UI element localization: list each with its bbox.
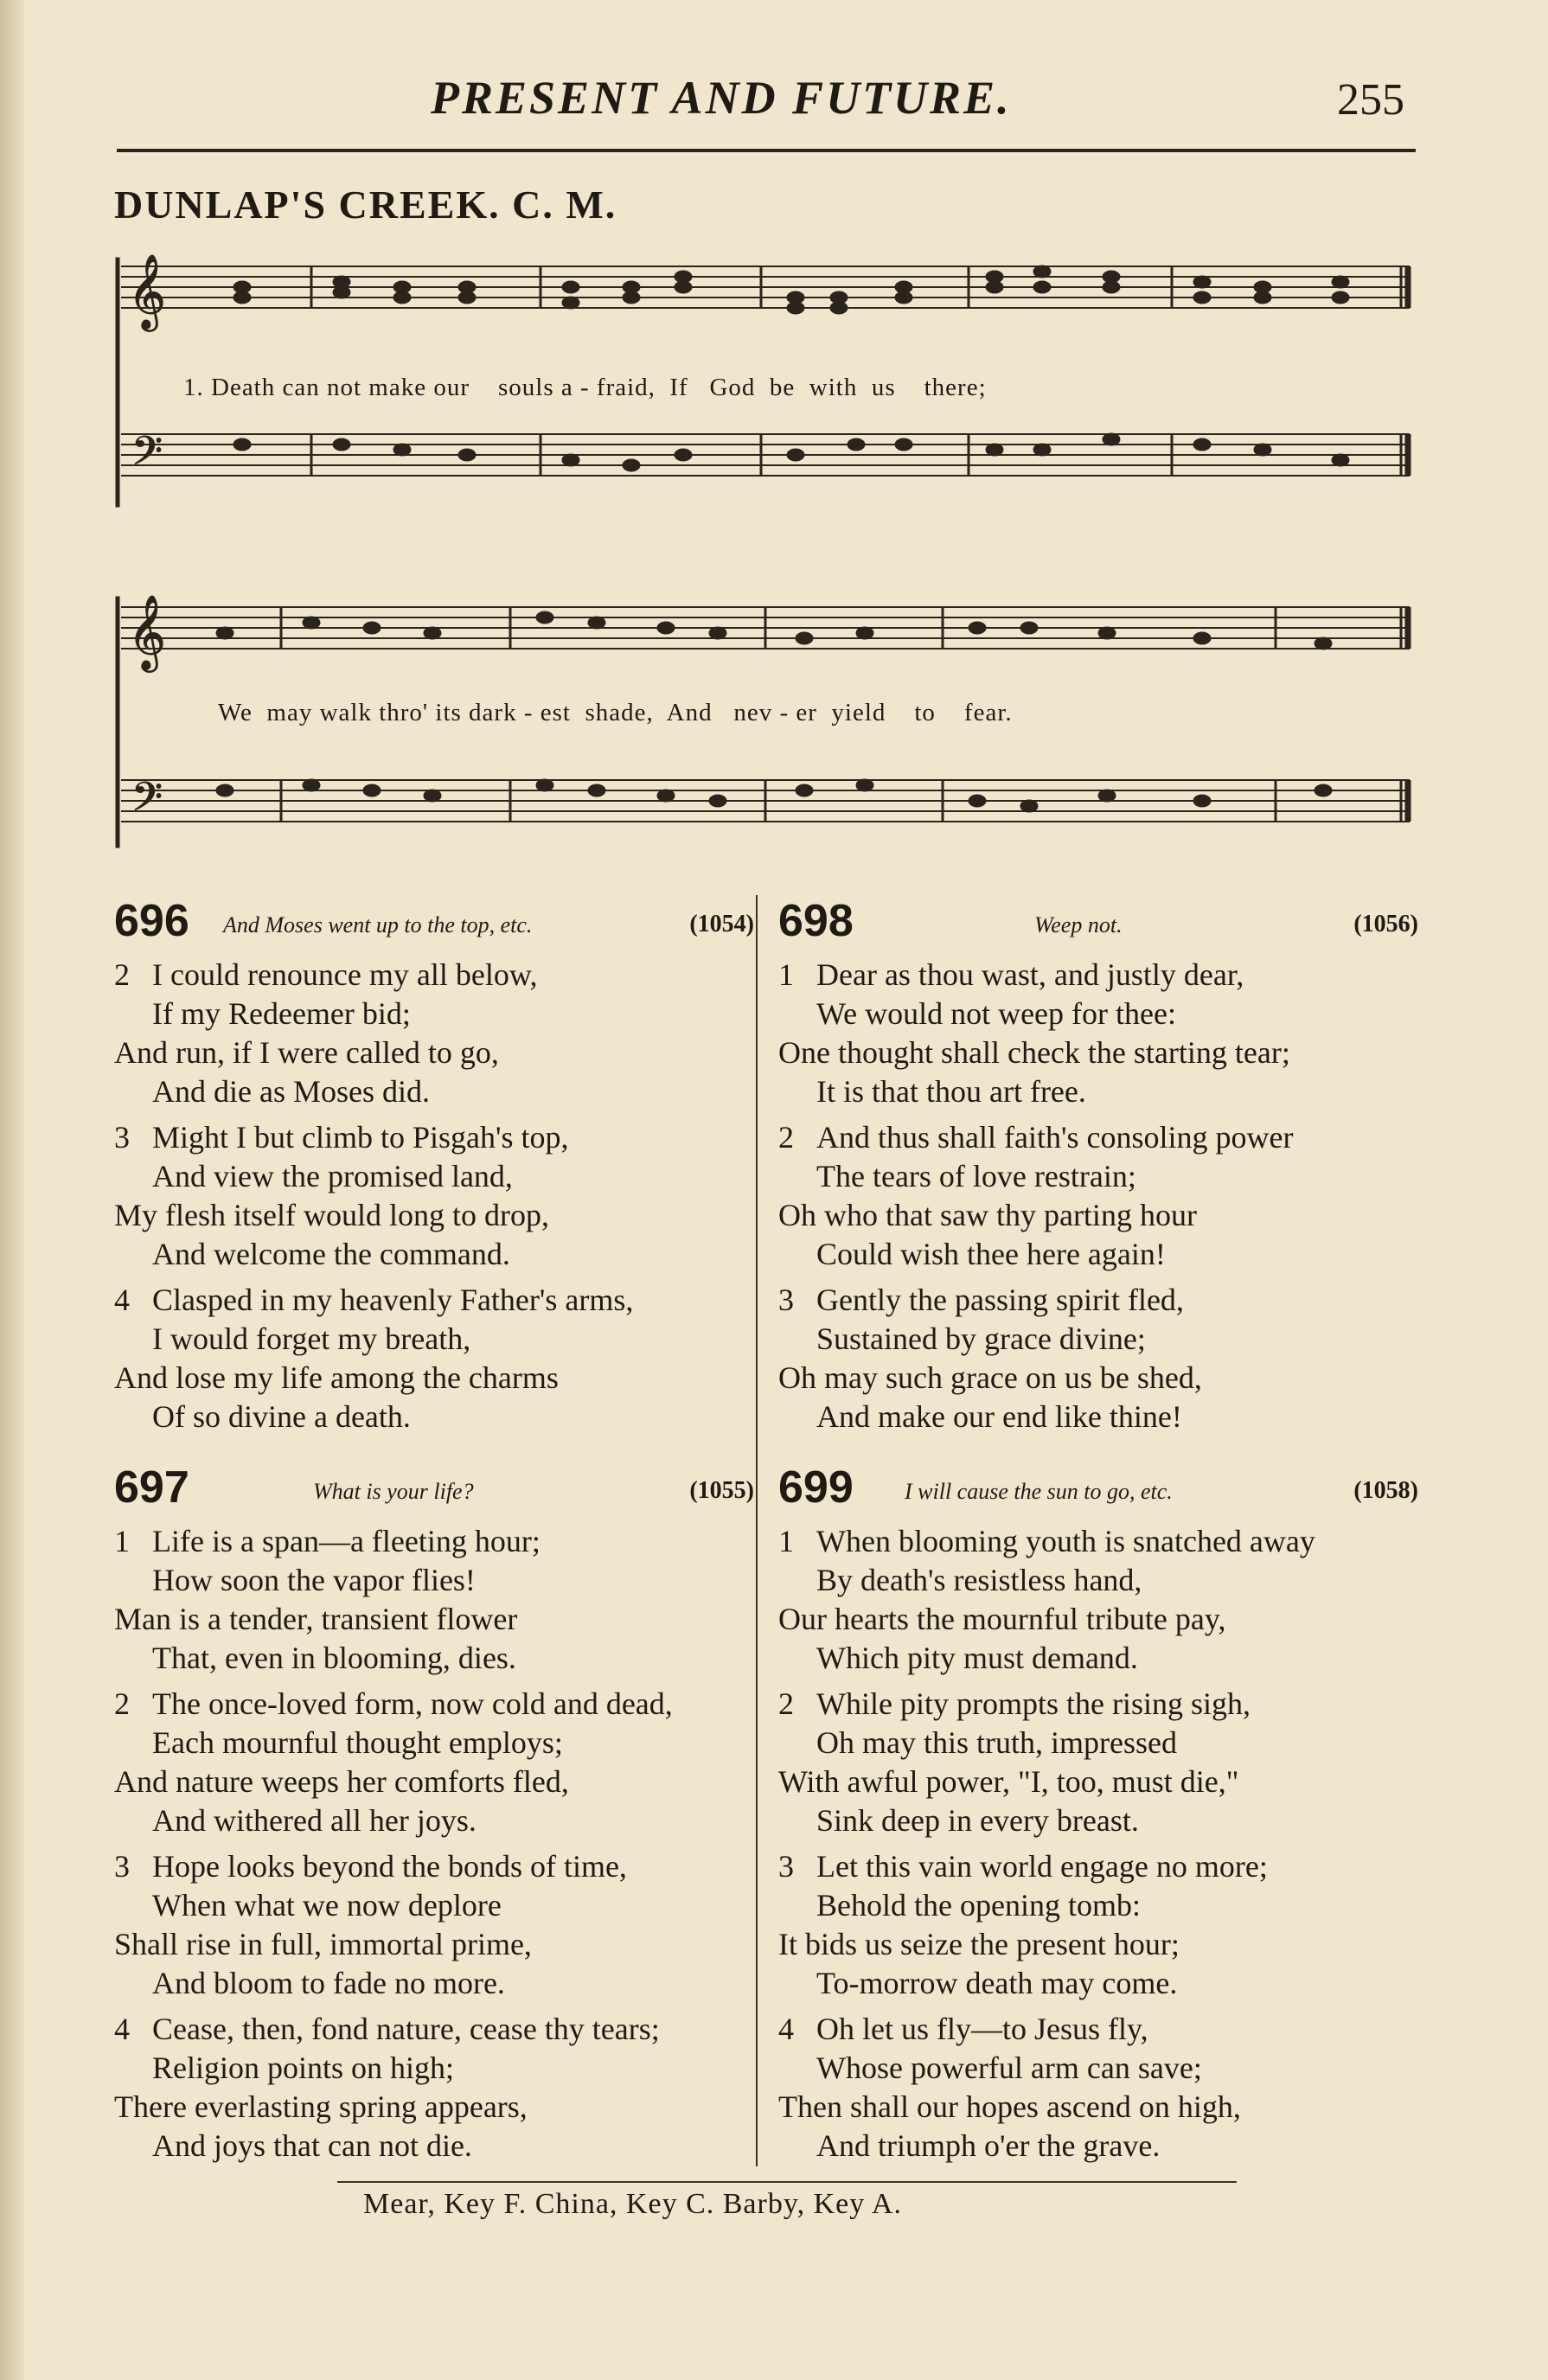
verse-line: And joys that can not die.	[152, 2128, 472, 2163]
verse-line: To-morrow death may come.	[816, 1966, 1178, 2000]
stanza-number: 4	[114, 1283, 130, 1317]
verse-line: Then shall our hopes ascend on high,	[778, 2089, 1241, 2124]
stanza-number: 1	[114, 1524, 130, 1558]
bar-lines	[281, 266, 1408, 822]
verse-line: And run, if I were called to go,	[114, 1035, 499, 1070]
verse-line: When blooming youth is snatched away	[816, 1524, 1315, 1558]
verse-line: Our hearts the mournful tribute pay,	[778, 1602, 1226, 1636]
lyrics-line-1: 1. Death can not make our souls a - fraid, If God be with us there;	[183, 374, 987, 401]
stanza-number: 2	[114, 1686, 130, 1721]
verse-line: If my Redeemer bid;	[152, 996, 411, 1031]
hymn-number: 698	[778, 896, 854, 946]
verse-line: When what we now deplore	[152, 1888, 502, 1923]
verse-line: Hope looks beyond the bonds of time,	[152, 1849, 627, 1884]
stanza	[778, 2010, 1418, 2166]
staff-1-2	[121, 434, 1410, 476]
verse-line: We would not weep for thee:	[816, 996, 1176, 1031]
stanza	[114, 956, 754, 1111]
stanza	[778, 1685, 1418, 1840]
verse-line: I would forget my breath,	[152, 1321, 471, 1356]
verse-line: My flesh itself would long to drop,	[114, 1198, 549, 1232]
binding-edge	[0, 0, 24, 2380]
verse-line: Might I but climb to Pisgah's top,	[152, 1120, 569, 1155]
hymn-696	[114, 895, 754, 1436]
hymn-description: Weep not.	[1034, 912, 1123, 937]
stanza	[114, 1522, 754, 1678]
hymn-reference: (1056)	[1353, 911, 1418, 937]
stanza-number: 1	[778, 957, 794, 992]
verse-line: I could renounce my all below,	[152, 957, 538, 992]
notes-2-2	[216, 779, 1332, 812]
verse-line: And thus shall faith's consoling power	[816, 1120, 1294, 1155]
stanza-number: 3	[778, 1283, 794, 1317]
verse-line: Let this vain world engage no more;	[816, 1849, 1268, 1884]
verse-line: Which pity must demand.	[816, 1641, 1138, 1675]
stanza	[114, 1847, 754, 2003]
hymn-697	[114, 1462, 754, 2166]
stanza	[778, 1118, 1418, 1274]
hymn-number: 699	[778, 1462, 854, 1513]
stanza	[114, 2010, 754, 2166]
verse-line: It is that thou art free.	[816, 1074, 1086, 1109]
running-title: PRESENT AND FUTURE.	[431, 72, 1012, 124]
verse-line: That, even in blooming, dies.	[152, 1641, 516, 1675]
verse-line: The tears of love restrain;	[816, 1159, 1136, 1193]
stanza	[114, 1281, 754, 1436]
verse-line: Gently the passing spirit fled,	[816, 1283, 1184, 1317]
verse-line: And welcome the command.	[152, 1237, 510, 1271]
verse-line: Sink deep in every breast.	[816, 1803, 1139, 1838]
stanza-number: 4	[778, 2012, 794, 2046]
bass-clef-icon: 𝄢	[131, 428, 163, 484]
hymn-reference: (1058)	[1353, 1477, 1418, 1504]
stanza	[114, 1118, 754, 1274]
verse-line: There everlasting spring appears,	[114, 2089, 528, 2124]
header-rule	[117, 149, 1416, 152]
stanza-number: 3	[114, 1120, 130, 1155]
verse-line: The once-loved form, now cold and dead,	[152, 1686, 673, 1721]
verse-line: It bids us seize the present hour;	[778, 1927, 1180, 1961]
verse-line: And view the promised land,	[152, 1159, 513, 1193]
verse-line: Man is a tender, transient flower	[114, 1602, 518, 1636]
verse-line: Oh who that saw thy parting hour	[778, 1198, 1197, 1232]
page-number: 255	[1337, 75, 1404, 125]
verse-line: Behold the opening tomb:	[816, 1888, 1141, 1923]
stanza-number: 1	[778, 1524, 794, 1558]
verse-line: By death's resistless hand,	[816, 1563, 1142, 1597]
hymn-reference: (1055)	[689, 1477, 754, 1504]
tune-title: DUNLAP'S CREEK. C. M.	[114, 182, 617, 227]
notes-1-1	[233, 266, 1349, 314]
music-score	[112, 234, 1427, 856]
stanza	[778, 956, 1418, 1111]
verse-line: And die as Moses did.	[152, 1074, 430, 1109]
stanza	[778, 1847, 1418, 2003]
treble-clef-icon: 𝄞	[128, 595, 166, 669]
verse-line: Each mournful thought employs;	[152, 1725, 563, 1760]
verse-line: How soon the vapor flies!	[152, 1563, 476, 1597]
verse-line: Oh may this truth, impressed	[816, 1725, 1177, 1760]
verse-line: Cease, then, fond nature, cease thy tears;	[152, 2012, 660, 2046]
staff-1-1	[121, 266, 1410, 308]
system-2-bracket	[116, 597, 119, 848]
verse-line: One thought shall check the starting tear;	[778, 1035, 1290, 1070]
stanza	[114, 1685, 754, 1840]
column-divider	[756, 895, 758, 2166]
stanza-number: 4	[114, 2012, 130, 2046]
hymn-reference: (1054)	[689, 911, 754, 937]
verse-line: Clasped in my heavenly Father's arms,	[152, 1283, 634, 1317]
bass-clef-icon: 𝄢	[131, 774, 163, 830]
verse-line: Oh let us fly—to Jesus fly,	[816, 2012, 1148, 2046]
system-1-bracket	[116, 258, 119, 507]
verse-line: Sustained by grace divine;	[816, 1321, 1146, 1356]
verse-line: Of so divine a death.	[152, 1399, 411, 1434]
verse-line: Oh may such grace on us be shed,	[778, 1360, 1202, 1395]
lyrics-line-2: We may walk thro' its dark - est shade, And nev - er yield to fear.	[218, 699, 1013, 726]
verse-line: Religion points on high;	[152, 2051, 455, 2085]
verse-line: With awful power, "I, too, must die,"	[778, 1764, 1239, 1799]
stanza-number: 2	[114, 957, 130, 992]
hymn-699	[778, 1462, 1418, 2166]
hymn-description: I will cause the sun to go, etc.	[905, 1479, 1173, 1504]
verse-line: And nature weeps her comforts fled,	[114, 1764, 569, 1799]
verse-line: And triumph o'er the grave.	[816, 2128, 1161, 2163]
stanza-number: 2	[778, 1120, 794, 1155]
verse-line: And bloom to fade no more.	[152, 1966, 505, 2000]
verse-line: While pity prompts the rising sigh,	[816, 1686, 1251, 1721]
stanza-number: 3	[778, 1849, 794, 1884]
hymn-description: What is your life?	[313, 1479, 474, 1504]
hymn-description: And Moses went up to the top, etc.	[223, 912, 533, 937]
verse-line: Could wish thee here again!	[816, 1237, 1166, 1271]
verse-line: And make our end like thine!	[816, 1399, 1182, 1434]
verse-line: Dear as thou wast, and justly dear,	[816, 957, 1244, 992]
hymn-698	[778, 895, 1418, 1436]
verse-line: Whose powerful arm can save;	[816, 2051, 1202, 2085]
stanza-number: 3	[114, 1849, 130, 1884]
hymn-number: 696	[114, 896, 189, 946]
stanza	[778, 1522, 1418, 1678]
stanza-number: 2	[778, 1686, 794, 1721]
stanza	[778, 1281, 1418, 1436]
footer-rule	[337, 2181, 1237, 2183]
verse-line: And lose my life among the charms	[114, 1360, 559, 1395]
verse-line: Life is a span—a fleeting hour;	[152, 1524, 541, 1558]
verse-line: And withered all her joys.	[152, 1803, 477, 1838]
footer-tune-keys: Mear, Key F. China, Key C. Barby, Key A.	[363, 2188, 902, 2220]
hymn-number: 697	[114, 1462, 189, 1513]
verse-line: Shall rise in full, immortal prime,	[114, 1927, 532, 1961]
treble-clef-icon: 𝄞	[128, 254, 166, 329]
